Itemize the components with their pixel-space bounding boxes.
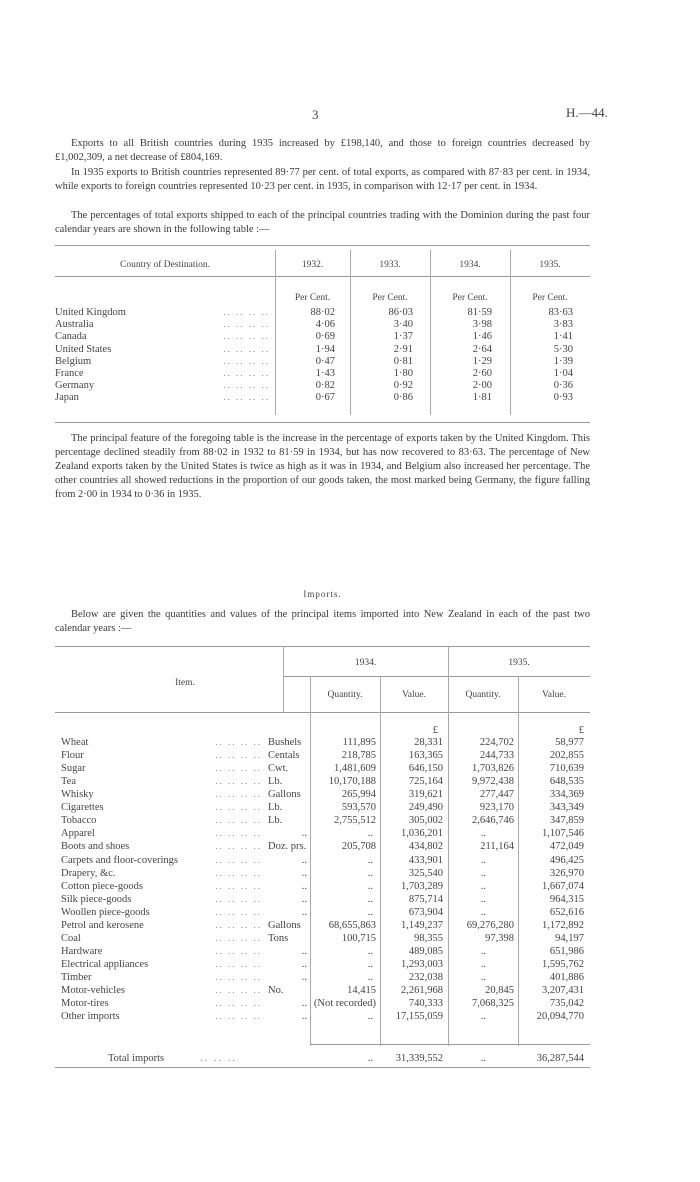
percentage-value: 88·02 <box>310 307 335 318</box>
import-unit: .. <box>301 880 307 892</box>
column-header-quantity-1934: Quantity. <box>327 690 363 700</box>
import-unit: Gallons <box>268 789 301 801</box>
column-header-country: Country of Destination. <box>120 260 210 270</box>
import-quantity-1934: 68,655,863 <box>328 919 376 931</box>
country-name: Belgium <box>55 355 92 367</box>
import-unit: Lb. <box>268 815 283 827</box>
import-item-name: Carpets and floor-coverings <box>61 854 179 866</box>
import-value-1934: 2,261,968 <box>401 985 443 996</box>
import-item-name: Cigarettes <box>61 802 104 814</box>
percentage-value: 0·36 <box>553 380 573 392</box>
import-value-1934: 673,904 <box>408 906 443 918</box>
import-item-name: Timber <box>61 971 92 983</box>
import-value-1935: 347,859 <box>549 815 584 827</box>
import-unit: .. <box>301 1011 307 1022</box>
import-item-name: Flour <box>61 750 84 761</box>
import-value-1934: 325,540 <box>408 867 443 879</box>
imports-heading: Imports. <box>303 589 342 599</box>
import-value-1934: 646,150 <box>408 763 443 775</box>
import-item-name: Silk piece-goods <box>61 893 132 905</box>
dot-leader: .. .. .. .. <box>215 945 262 956</box>
paragraph-exports-change: Exports to all British countries during 1935 increased by £198,140, and those to foreign countries decreased by £1,002,309, a net decrease of £804,169. <box>55 138 590 163</box>
percentage-value: 1·41 <box>553 331 573 343</box>
unit-label-1934: Per Cent. <box>452 293 488 303</box>
column-header-1934: 1934. <box>459 260 481 270</box>
column-header-year-1934: 1934. <box>354 658 377 668</box>
import-item-name: Woollen piece-goods <box>61 906 150 918</box>
import-unit: No. <box>268 985 284 996</box>
import-quantity-1934: 593,570 <box>341 802 376 814</box>
page-number: 3 <box>312 107 319 122</box>
import-quantity-1934: .. <box>367 828 373 840</box>
import-quantity-1934: 10,170,188 <box>328 776 376 788</box>
dot-leader: .. .. .. .. <box>223 392 270 403</box>
import-unit: .. <box>301 828 307 840</box>
import-unit: .. <box>301 945 307 957</box>
column-header-1932: 1932. <box>301 260 324 270</box>
import-item-name: Boots and shoes <box>61 841 130 853</box>
column-header-item: Item. <box>175 678 195 688</box>
import-quantity-1935: 9,972,438 <box>472 776 514 788</box>
import-value-1935: 1,107,546 <box>542 828 584 840</box>
import-value-1935: 710,639 <box>549 763 584 775</box>
percentage-value: 2·00 <box>472 380 492 392</box>
paragraph-export-share: In 1935 exports to British countries represented 89·77 per cent. of total exports, as compared with 87·83 per cent. in 1934, while exports to foreign countries represented 10·23 per cent. in 1935, in comparison with 12·17 per cent. in 1934. <box>55 167 590 192</box>
dot-leader: .. .. .. .. <box>215 802 262 813</box>
country-name: Australia <box>55 319 94 331</box>
import-unit: Centals <box>268 750 300 761</box>
percentage-value: 2·64 <box>472 343 492 355</box>
percentage-value: 1·39 <box>553 355 573 367</box>
import-item-name: Tobacco <box>61 815 97 827</box>
dot-leader: .. .. .. .. <box>223 380 270 391</box>
paragraph-table-intro: The percentages of total exports shipped to each of the principal countries trading with the Dominion during the past four calendar years are shown in the following table :— <box>55 210 590 235</box>
import-unit: .. <box>301 854 307 866</box>
percentage-value: 1·81 <box>472 392 492 404</box>
unit-label-1933: Per Cent. <box>372 293 408 303</box>
import-quantity-1934: 2,755,512 <box>334 815 376 827</box>
import-item-name: Cotton piece-goods <box>61 880 143 892</box>
total-imports-label: Total imports <box>108 1053 165 1064</box>
column-header-1935: 1935. <box>539 260 561 270</box>
dot-leader: .. .. .. .. <box>215 1011 262 1021</box>
percentage-value: 0·47 <box>315 355 335 367</box>
percentage-value: 0·81 <box>393 355 413 367</box>
import-value-1935: 343,349 <box>549 802 584 814</box>
import-value-1934: 232,038 <box>408 971 443 983</box>
dot-leader: .. .. .. .. <box>215 841 262 852</box>
percentage-value: 5·30 <box>553 343 573 355</box>
percentage-value: 0·92 <box>393 380 413 392</box>
import-quantity-1935: .. <box>480 880 486 892</box>
import-value-1934: 249,490 <box>408 802 443 814</box>
import-item-name: Petrol and kerosene <box>61 919 144 931</box>
dot-leader: .. .. .. .. <box>215 880 262 891</box>
total-imports-quantity-1934: .. <box>367 1053 373 1064</box>
report-reference: H.—44. <box>566 105 608 120</box>
import-value-1934: 1,036,201 <box>401 828 443 840</box>
dot-leader: .. .. .. .. <box>215 998 262 1008</box>
import-value-1935: 472,049 <box>549 841 584 853</box>
import-value-1935: 401,886 <box>549 971 584 983</box>
percentage-value: 1·80 <box>393 368 413 379</box>
import-quantity-1934: 100,715 <box>341 932 376 944</box>
import-quantity-1934: 14,415 <box>347 985 376 996</box>
import-quantity-1935: 97,398 <box>485 932 514 944</box>
import-quantity-1935: 923,170 <box>479 802 514 814</box>
percentage-value: 3·40 <box>393 319 413 331</box>
percentage-value: 83·63 <box>548 307 573 318</box>
total-imports-leader: .. .. .. <box>200 1053 237 1064</box>
country-name: Germany <box>55 380 95 392</box>
import-value-1935: 326,970 <box>549 867 584 879</box>
dot-leader: .. .. .. .. <box>223 355 270 366</box>
import-unit: Lb. <box>268 776 283 788</box>
percentage-value: 0·93 <box>553 392 573 404</box>
column-header-1933: 1933. <box>379 260 401 270</box>
dot-leader: .. .. .. .. <box>223 343 270 354</box>
import-unit: Gallons <box>268 919 301 931</box>
dot-leader: .. .. .. .. <box>215 815 262 826</box>
import-quantity-1934: 111,895 <box>342 737 376 748</box>
import-value-1934: 740,333 <box>408 998 443 1009</box>
import-quantity-1935: 7,068,325 <box>472 998 514 1009</box>
currency-symbol-1935: £ <box>578 725 584 736</box>
import-quantity-1934: .. <box>367 945 373 957</box>
import-quantity-1935: .. <box>480 958 486 970</box>
dot-leader: .. .. .. .. <box>215 919 262 930</box>
import-value-1935: 652,616 <box>549 906 584 918</box>
import-value-1934: 17,155,059 <box>395 1011 443 1022</box>
import-quantity-1935: .. <box>480 867 486 879</box>
import-unit: Tons <box>268 932 289 944</box>
country-name: United States <box>55 343 112 355</box>
column-header-quantity-1935: Quantity. <box>465 690 501 700</box>
dot-leader: .. .. .. .. <box>215 958 262 969</box>
import-value-1934: 305,002 <box>408 815 443 827</box>
dot-leader: .. .. .. .. <box>215 906 262 917</box>
import-value-1935: 1,667,074 <box>542 880 584 892</box>
import-quantity-1935: 224,702 <box>479 737 514 748</box>
import-item-name: Other imports <box>61 1011 120 1022</box>
import-unit: .. <box>301 893 307 905</box>
import-value-1935: 496,425 <box>549 854 584 866</box>
import-quantity-1934: 1,481,609 <box>334 763 376 775</box>
percentage-value: 3·83 <box>553 319 573 331</box>
import-quantity-1934: 218,785 <box>341 750 376 761</box>
import-quantity-1935: .. <box>480 893 486 905</box>
import-quantity-1934: .. <box>367 1011 373 1022</box>
import-quantity-1934: 205,708 <box>341 841 376 853</box>
import-quantity-1934: .. <box>367 958 373 970</box>
import-quantity-1935: .. <box>480 971 486 983</box>
import-item-name: Motor-tires <box>61 998 109 1009</box>
import-item-name: Sugar <box>61 763 86 775</box>
import-unit: Doz. prs. <box>268 841 307 853</box>
dot-leader: .. .. .. .. <box>215 737 262 747</box>
percentage-value: 86·03 <box>388 307 413 318</box>
percentage-value: 1·46 <box>472 331 492 343</box>
total-imports-value-1935: 36,287,544 <box>536 1053 584 1064</box>
paragraph-table-commentary: The principal feature of the foregoing table is the increase in the percentage of exports taken by the United Kingdom. This percentage declined steadily from 88·02 in 1932 to 81·59 in 1934, but has now recovered to 83·63. The percentage of New Zealand exports taken by the United States is twice as high as it was in 1934, and Belgium also increased her percentage. The other countries all showed reductions in the proportion of our goods taken, the most marked being Germany, the figure falling from 2·00 in 1934 to 0·36 in 1935. <box>55 433 590 500</box>
import-quantity-1935: 69,276,280 <box>466 919 514 931</box>
import-value-1934: 319,621 <box>408 789 443 801</box>
dot-leader: .. .. .. .. <box>215 750 262 760</box>
import-value-1934: 725,164 <box>408 776 443 788</box>
import-value-1935: 334,369 <box>549 789 584 801</box>
import-quantity-1934: .. <box>367 854 373 866</box>
import-unit: Lb. <box>268 802 283 814</box>
import-quantity-1934: .. <box>367 893 373 905</box>
import-value-1935: 964,315 <box>549 893 584 905</box>
dot-leader: .. .. .. .. <box>223 331 270 342</box>
column-header-value-1935: Value. <box>541 690 566 700</box>
import-quantity-1934: (Not recorded) <box>313 998 376 1009</box>
import-value-1935: 3,207,431 <box>542 985 584 996</box>
percentage-value: 1·29 <box>472 355 492 367</box>
import-value-1934: 489,085 <box>408 945 443 957</box>
import-quantity-1934: .. <box>367 906 373 918</box>
import-unit: Cwt. <box>268 763 289 775</box>
country-name: Canada <box>55 331 87 343</box>
import-quantity-1935: .. <box>480 828 486 840</box>
column-header-value-1934: Value. <box>401 690 426 700</box>
dot-leader: .. .. .. .. <box>215 763 262 774</box>
percentage-value: 4·06 <box>315 319 335 331</box>
unit-label-1935: Per Cent. <box>532 293 568 303</box>
column-header-year-1935: 1935. <box>508 658 530 668</box>
import-unit: .. <box>301 971 307 983</box>
import-quantity-1935: .. <box>480 906 486 918</box>
import-item-name: Drapery, &c. <box>61 867 116 879</box>
import-quantity-1934: .. <box>367 880 373 892</box>
percentage-value: 2·60 <box>472 368 492 379</box>
import-item-name: Coal <box>61 932 81 944</box>
percentage-value: 1·04 <box>553 368 573 379</box>
import-quantity-1935: 1,703,826 <box>472 763 514 775</box>
import-value-1934: 163,365 <box>408 750 443 761</box>
total-imports-quantity-1935: .. <box>480 1053 486 1064</box>
import-item-name: Wheat <box>61 737 89 748</box>
import-item-name: Hardware <box>61 945 103 957</box>
import-quantity-1935: 211,164 <box>480 841 514 853</box>
dot-leader: .. .. .. .. <box>215 932 262 943</box>
import-quantity-1935: 20,845 <box>485 985 514 996</box>
dot-leader: .. .. .. .. <box>223 307 270 317</box>
import-value-1935: 58,977 <box>555 737 584 748</box>
country-name: France <box>55 368 84 379</box>
dot-leader: .. .. .. .. <box>215 867 262 878</box>
dot-leader: .. .. .. .. <box>215 985 262 995</box>
import-item-name: Whisky <box>61 789 94 801</box>
import-unit: .. <box>301 998 307 1009</box>
import-value-1934: 1,703,289 <box>401 880 443 892</box>
import-value-1934: 98,355 <box>414 932 443 944</box>
import-value-1935: 648,535 <box>549 776 584 788</box>
import-quantity-1934: .. <box>367 971 373 983</box>
import-item-name: Motor-vehicles <box>61 985 125 996</box>
percentage-value: 1·43 <box>315 368 335 379</box>
import-item-name: Tea <box>61 776 77 788</box>
dot-leader: .. .. .. .. <box>215 776 262 787</box>
unit-label-1932: Per Cent. <box>294 293 331 303</box>
percentage-value: 81·59 <box>467 307 492 318</box>
import-quantity-1935: 244,733 <box>479 750 514 761</box>
percentage-value: 1·37 <box>393 331 413 343</box>
import-value-1934: 1,293,003 <box>401 958 443 970</box>
dot-leader: .. .. .. .. <box>215 971 262 982</box>
import-value-1935: 1,595,762 <box>542 958 584 970</box>
import-quantity-1935: .. <box>480 1011 486 1022</box>
imports-intro: Below are given the quantities and values of the principal items imported into New Zealand in each of the past two calendar years :— <box>55 609 590 634</box>
import-value-1935: 735,042 <box>549 998 584 1009</box>
import-quantity-1935: 277,447 <box>479 789 514 801</box>
import-value-1934: 434,802 <box>408 841 443 853</box>
import-quantity-1934: .. <box>367 867 373 879</box>
import-value-1934: 28,331 <box>414 737 443 748</box>
import-unit: .. <box>301 958 307 970</box>
percentage-value: 3·98 <box>472 319 492 331</box>
import-quantity-1935: .. <box>480 854 486 866</box>
dot-leader: .. .. .. .. <box>223 368 270 378</box>
import-value-1935: 94,197 <box>555 932 584 944</box>
country-name: United Kingdom <box>55 307 126 318</box>
percentage-value: 2·91 <box>393 343 413 355</box>
import-unit: .. <box>301 867 307 879</box>
import-unit: .. <box>301 906 307 918</box>
import-value-1934: 1,149,237 <box>401 919 443 931</box>
dot-leader: .. .. .. .. <box>215 828 262 839</box>
import-quantity-1934: 265,994 <box>341 789 376 801</box>
country-name: Japan <box>55 392 79 404</box>
percentage-value: 0·67 <box>315 392 335 404</box>
total-imports-value-1934: 31,339,552 <box>395 1053 443 1064</box>
dot-leader: .. .. .. .. <box>215 854 262 865</box>
percentage-value: 0·82 <box>315 380 335 392</box>
import-value-1935: 651,986 <box>549 945 584 957</box>
dot-leader: .. .. .. .. <box>215 789 262 800</box>
currency-symbol-1934: £ <box>432 725 438 736</box>
import-value-1935: 202,855 <box>549 750 584 761</box>
import-item-name: Electrical appliances <box>61 958 149 970</box>
dot-leader: .. .. .. .. <box>223 319 270 330</box>
dot-leader: .. .. .. .. <box>215 893 262 904</box>
import-quantity-1935: 2,646,746 <box>472 815 514 827</box>
import-unit: Bushels <box>268 737 302 748</box>
percentage-value: 0·86 <box>393 392 413 404</box>
percentage-value: 0·69 <box>315 331 335 343</box>
import-value-1934: 875,714 <box>408 893 443 905</box>
import-quantity-1935: .. <box>480 945 486 957</box>
import-value-1935: 1,172,892 <box>542 919 584 931</box>
percentage-value: 1·94 <box>315 343 335 355</box>
import-item-name: Apparel <box>61 828 95 840</box>
import-value-1934: 433,901 <box>408 854 443 866</box>
import-value-1935: 20,094,770 <box>536 1011 584 1022</box>
